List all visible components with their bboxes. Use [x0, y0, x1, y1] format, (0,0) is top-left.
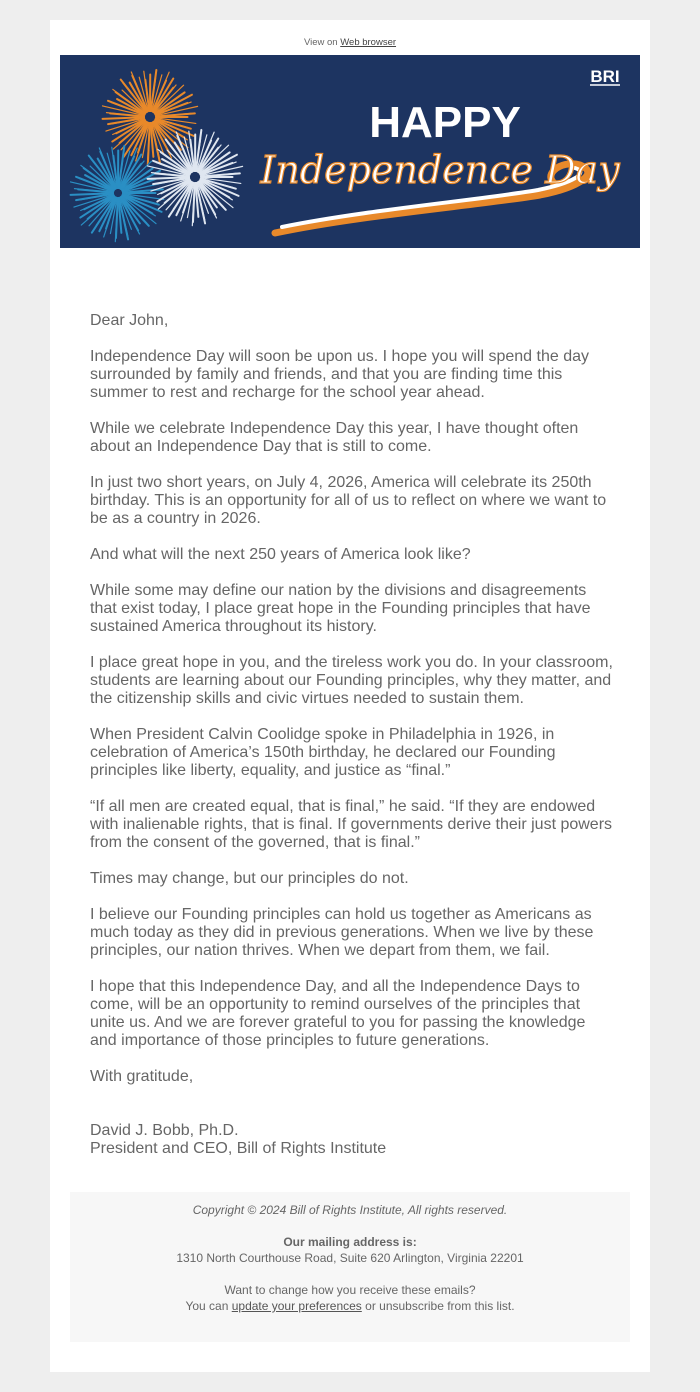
email-footer — [70, 1192, 630, 1342]
copyright-text: Copyright © 2024 Bill of Rights Institute, All rights reserved. — [192, 1203, 508, 1217]
change-emails-question: Want to change how you receive these emails? — [224, 1283, 476, 1297]
firework-blue-icon — [71, 146, 166, 242]
closing: With gratitude, — [90, 1068, 194, 1085]
update-preferences-link[interactable]: update your preferences — [231, 1299, 362, 1313]
signer-name: David J. Bobb, Ph.D. — [90, 1122, 239, 1139]
independence-day-banner — [60, 55, 640, 248]
you-can-text: You can — [185, 1299, 229, 1313]
paragraph: In just two short years, on July 4, 2026, America will celebrate its 250th birthday. This is an opportunity for all of us to reflect on where we want to be as a country in 2026. — [90, 474, 607, 527]
paragraph: Times may change, but our principles do not. — [90, 870, 409, 887]
banner-script-text: Independence Day — [260, 148, 620, 192]
paragraph: I place great hope in you, and the tireless work you do. In your classroom, students are learning about our Founding principles, why they matter, and the citizenship skills and civic virtues needed to sustain them. — [90, 654, 613, 707]
paragraph: When President Calvin Coolidge spoke in Philadelphia in 1926, in celebration of America’s 150th birthday, he declared our Founding principles like liberty, equality, and justice as “final.” — [90, 726, 556, 779]
paragraph: I hope that this Independence Day, and all the Independence Days to come, will be an opportunity to remind ourselves of the principles that unite us. And we are forever grateful to you for passing the knowledge and importance of those principles to future generations. — [90, 978, 586, 1049]
preheader-label: View on — [303, 37, 338, 48]
signer-title: President and CEO, Bill of Rights Institute — [90, 1140, 387, 1157]
paragraph: “If all men are created equal, that is final,” he said. “If they are endowed with inalienable rights, that is final. If governments derive their just powers from the consent of the governed, that is final.” — [90, 798, 613, 851]
paragraph: I believe our Founding principles can hold us together as Americans as much today as they did in previous generations. When we live by these principles, our nation thrives. When we depart from them, we fail. — [90, 906, 594, 959]
web-browser-link[interactable]: Web browser — [340, 37, 397, 48]
paragraph: And what will the next 250 years of America look like? — [90, 546, 471, 563]
bri-logo: BRI — [590, 67, 620, 86]
signature-block — [90, 1122, 615, 1158]
mailing-address: 1310 North Courthouse Road, Suite 620 Arlington, Virginia 22201 — [176, 1251, 524, 1265]
unsubscribe-text: or unsubscribe from this list. — [365, 1299, 515, 1313]
paragraph: While we celebrate Independence Day this year, I have thought often about an Independence Day that is still to come. — [90, 420, 579, 455]
letter-body — [90, 312, 615, 1158]
mailing-address-heading: Our mailing address is: — [283, 1235, 417, 1249]
paragraph: While some may define our nation by the divisions and disagreements that exist today, I place great hope in the Founding principles that have sustained America throughout its history. — [90, 582, 591, 635]
paragraph: Independence Day will soon be upon us. I hope you will spend the day surrounded by family and friends, and that you are finding time this summer to rest and recharge for the school year ahead. — [90, 348, 590, 401]
email-container — [50, 20, 650, 1372]
preferences-line — [70, 1298, 630, 1314]
preheader — [50, 37, 650, 48]
banner-happy-text: HAPPY — [369, 98, 521, 147]
greeting: Dear John, — [90, 312, 169, 329]
